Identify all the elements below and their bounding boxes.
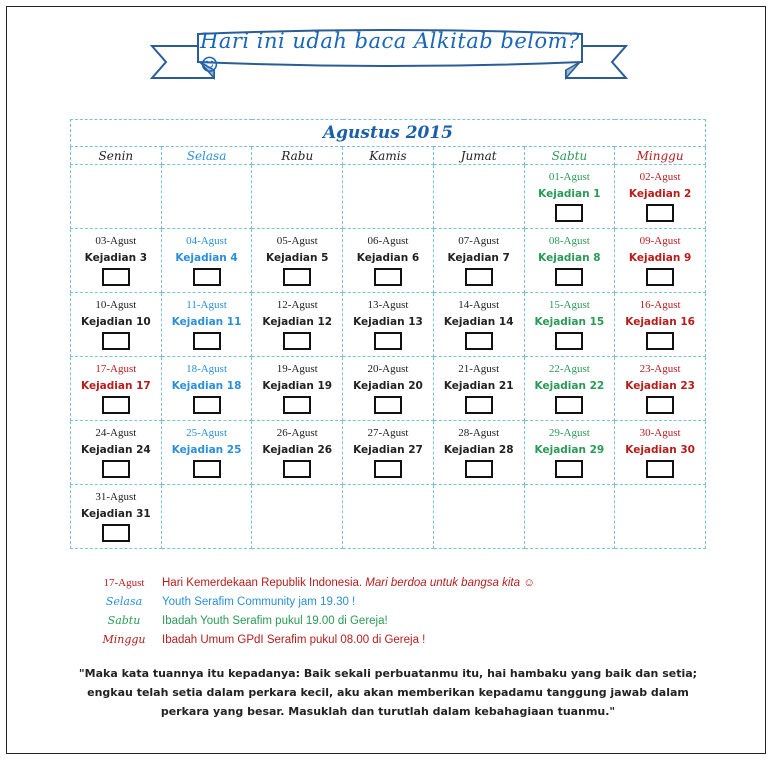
day-header-minggu: Minggu — [615, 147, 706, 165]
legend-key: Minggu — [102, 633, 146, 646]
reading-label: Kejadian 29 — [534, 444, 605, 456]
empty-cell — [161, 165, 252, 229]
reading-checkbox[interactable] — [102, 396, 130, 414]
day-cell — [343, 357, 434, 421]
legend-row — [86, 630, 535, 649]
reading-checkbox[interactable] — [646, 268, 674, 286]
day-date: 17-Agust — [95, 363, 137, 375]
day-cell — [524, 165, 615, 229]
calendar-week — [71, 293, 706, 357]
day-header-sabtu: Sabtu — [524, 147, 615, 165]
day-date: 22-Agust — [548, 363, 590, 375]
legend-row — [86, 592, 535, 611]
reading-checkbox[interactable] — [465, 268, 493, 286]
empty-cell — [252, 485, 343, 549]
day-date: 19-Agust — [276, 363, 318, 375]
reading-label: Kejadian 1 — [538, 188, 601, 200]
reading-label: Kejadian 17 — [81, 380, 151, 392]
reading-checkbox[interactable] — [374, 460, 402, 478]
banner-title: Hari ini udah baca Alkitab belom? ☺ — [200, 29, 580, 77]
reading-checkbox[interactable] — [193, 396, 221, 414]
reading-label: Kejadian 2 — [628, 188, 692, 200]
day-cell — [524, 293, 615, 357]
legend — [86, 573, 535, 649]
day-date: 24-Agust — [95, 427, 137, 439]
day-date: 31-Agust — [95, 491, 137, 503]
reading-checkbox[interactable] — [374, 396, 402, 414]
reading-checkbox[interactable] — [555, 332, 583, 350]
reading-label: Kejadian 6 — [356, 252, 420, 264]
reading-label: Kejadian 19 — [262, 380, 333, 392]
reading-label: Kejadian 11 — [171, 316, 242, 328]
legend-text-main: Ibadah Youth Serafim pukul 19.00 di Gereja! — [162, 614, 388, 627]
day-date: 07-Agust — [458, 235, 500, 247]
day-date: 08-Agust — [548, 235, 590, 247]
day-cell — [433, 421, 524, 485]
reading-checkbox[interactable] — [193, 268, 221, 286]
day-date: 10-Agust — [95, 299, 137, 311]
day-date: 14-Agust — [458, 299, 500, 311]
empty-cell — [71, 165, 162, 229]
reading-checkbox[interactable] — [646, 460, 674, 478]
empty-cell — [343, 485, 434, 549]
reading-label: Kejadian 30 — [625, 444, 695, 456]
reading-checkbox[interactable] — [374, 332, 402, 350]
day-cell — [615, 357, 706, 421]
day-date: 05-Agust — [276, 235, 318, 247]
reading-checkbox[interactable] — [465, 396, 493, 414]
calendar-title: Agustus 2015 — [322, 123, 454, 143]
day-header-selasa: Selasa — [161, 147, 252, 165]
day-cell — [71, 421, 162, 485]
reading-label: Kejadian 28 — [443, 444, 514, 456]
quote-line: engkau telah setia dalam perkara kecil, aku akan memberikan kepadamu tanggung jawab dalam — [87, 686, 689, 699]
day-cell — [433, 229, 524, 293]
reading-label: Kejadian 26 — [262, 444, 333, 456]
day-cell — [615, 165, 706, 229]
reading-label: Kejadian 14 — [443, 316, 514, 328]
day-date: 12-Agust — [276, 299, 318, 311]
day-date: 23-Agust — [639, 363, 681, 375]
reading-label: Kejadian 8 — [538, 252, 601, 264]
day-date: 29-Agust — [548, 427, 590, 439]
day-date: 26-Agust — [276, 427, 318, 439]
day-cell — [524, 229, 615, 293]
day-cell — [615, 421, 706, 485]
calendar-week — [71, 229, 706, 293]
reading-label: Kejadian 15 — [534, 316, 605, 328]
day-cell — [161, 293, 252, 357]
reading-checkbox[interactable] — [102, 332, 130, 350]
day-cell — [343, 421, 434, 485]
day-cell — [252, 421, 343, 485]
reading-checkbox[interactable] — [465, 460, 493, 478]
reading-checkbox[interactable] — [646, 332, 674, 350]
day-cell — [615, 293, 706, 357]
day-date: 13-Agust — [367, 299, 409, 311]
day-header-jumat: Jumat — [433, 147, 524, 165]
day-cell — [161, 421, 252, 485]
reading-label: Kejadian 22 — [534, 380, 605, 392]
legend-key: Selasa — [105, 595, 143, 608]
day-date: 15-Agust — [548, 299, 590, 311]
empty-cell — [433, 485, 524, 549]
empty-cell — [615, 485, 706, 549]
day-cell — [615, 229, 706, 293]
empty-cell — [433, 165, 524, 229]
day-cell — [343, 229, 434, 293]
calendar — [70, 119, 706, 549]
quote-line: perkara yang besar. Masuklah dan turutlah dalam kebahagiaan tuanmu." — [160, 705, 616, 718]
day-cell — [343, 293, 434, 357]
bible-quote — [70, 664, 706, 721]
reading-label: Kejadian 21 — [443, 380, 514, 392]
empty-cell — [343, 165, 434, 229]
day-cell — [161, 229, 252, 293]
empty-cell — [524, 485, 615, 549]
day-date: 06-Agust — [367, 235, 409, 247]
reading-label: Kejadian 9 — [628, 252, 692, 264]
reading-label: Kejadian 24 — [81, 444, 151, 456]
reading-label: Kejadian 25 — [171, 444, 242, 456]
reading-checkbox[interactable] — [283, 268, 311, 286]
day-date: 28-Agust — [458, 427, 500, 439]
reading-checkbox[interactable] — [374, 268, 402, 286]
legend-text-italic: Mari berdoa untuk bangsa kita ☺ — [365, 576, 535, 589]
calendar-week — [71, 165, 706, 229]
day-cell — [433, 357, 524, 421]
legend-text-main: Hari Kemerdekaan Republik Indonesia. — [162, 576, 366, 589]
quote-line: "Maka kata tuannya itu kepadanya: Baik sekali perbuatanmu itu, hai hambaku yang baik dan setia; — [78, 667, 698, 680]
legend-key: Sabtu — [107, 614, 141, 627]
day-date: 09-Agust — [639, 235, 681, 247]
day-cell — [71, 485, 162, 549]
reading-label: Kejadian 5 — [266, 252, 329, 264]
day-header-kamis: Kamis — [343, 147, 434, 165]
day-header-rabu: Rabu — [252, 147, 343, 165]
legend-text — [162, 596, 355, 608]
reading-checkbox[interactable] — [193, 332, 221, 350]
reading-label: Kejadian 13 — [353, 316, 423, 328]
legend-text — [162, 634, 425, 646]
day-date: 04-Agust — [186, 235, 228, 247]
day-date: 21-Agust — [458, 363, 500, 375]
calendar-grid — [70, 119, 706, 549]
reading-checkbox[interactable] — [283, 460, 311, 478]
day-header-senin: Senin — [71, 147, 162, 165]
day-date: 20-Agust — [367, 363, 409, 375]
day-cell — [71, 293, 162, 357]
reading-label: Kejadian 20 — [353, 380, 423, 392]
day-date: 11-Agust — [186, 299, 227, 311]
day-date: 30-Agust — [639, 427, 681, 439]
day-cell — [71, 357, 162, 421]
day-date: 18-Agust — [186, 363, 228, 375]
reading-checkbox[interactable] — [465, 332, 493, 350]
reading-checkbox[interactable] — [283, 332, 311, 350]
legend-text-main: Ibadah Umum GPdI Serafim pukul 08.00 di Gereja ! — [162, 633, 426, 646]
legend-text — [162, 615, 388, 627]
day-cell — [252, 229, 343, 293]
day-date: 01-Agust — [548, 171, 590, 183]
empty-cell — [161, 485, 252, 549]
reading-label: Kejadian 7 — [447, 252, 510, 264]
legend-row — [86, 611, 535, 630]
empty-cell — [252, 165, 343, 229]
reading-label: Kejadian 12 — [262, 316, 333, 328]
day-cell — [161, 357, 252, 421]
reading-label: Kejadian 4 — [175, 252, 238, 264]
reading-checkbox[interactable] — [102, 524, 130, 542]
reading-checkbox[interactable] — [555, 204, 583, 222]
reading-label: Kejadian 3 — [84, 252, 148, 264]
reading-checkbox[interactable] — [283, 396, 311, 414]
reading-checkbox[interactable] — [646, 204, 674, 222]
reading-label: Kejadian 27 — [353, 444, 423, 456]
reading-checkbox[interactable] — [555, 268, 583, 286]
legend-key: 17-Agust — [103, 576, 145, 589]
day-date: 27-Agust — [367, 427, 409, 439]
day-date: 02-Agust — [639, 171, 681, 183]
day-cell — [524, 357, 615, 421]
reading-label: Kejadian 16 — [625, 316, 695, 328]
legend-text-main: Youth Serafim Community jam 19.30 ! — [162, 595, 356, 608]
legend-row — [86, 573, 535, 592]
day-date: 16-Agust — [639, 299, 681, 311]
reading-checkbox[interactable] — [555, 460, 583, 478]
day-cell — [524, 421, 615, 485]
reading-checkbox[interactable] — [102, 268, 130, 286]
reading-label: Kejadian 23 — [625, 380, 695, 392]
reading-checkbox[interactable] — [646, 396, 674, 414]
reading-checkbox[interactable] — [193, 460, 221, 478]
reading-label: Kejadian 18 — [171, 380, 242, 392]
day-cell — [433, 293, 524, 357]
calendar-week — [71, 485, 706, 549]
calendar-week — [71, 421, 706, 485]
reading-label: Kejadian 10 — [81, 316, 151, 328]
legend-text — [162, 577, 535, 589]
reading-checkbox[interactable] — [555, 396, 583, 414]
day-date: 03-Agust — [95, 235, 137, 247]
day-cell — [252, 357, 343, 421]
day-date: 25-Agust — [186, 427, 228, 439]
day-cell — [252, 293, 343, 357]
reading-label: Kejadian 31 — [81, 508, 151, 520]
day-cell — [71, 229, 162, 293]
reading-checkbox[interactable] — [102, 460, 130, 478]
calendar-week — [71, 357, 706, 421]
